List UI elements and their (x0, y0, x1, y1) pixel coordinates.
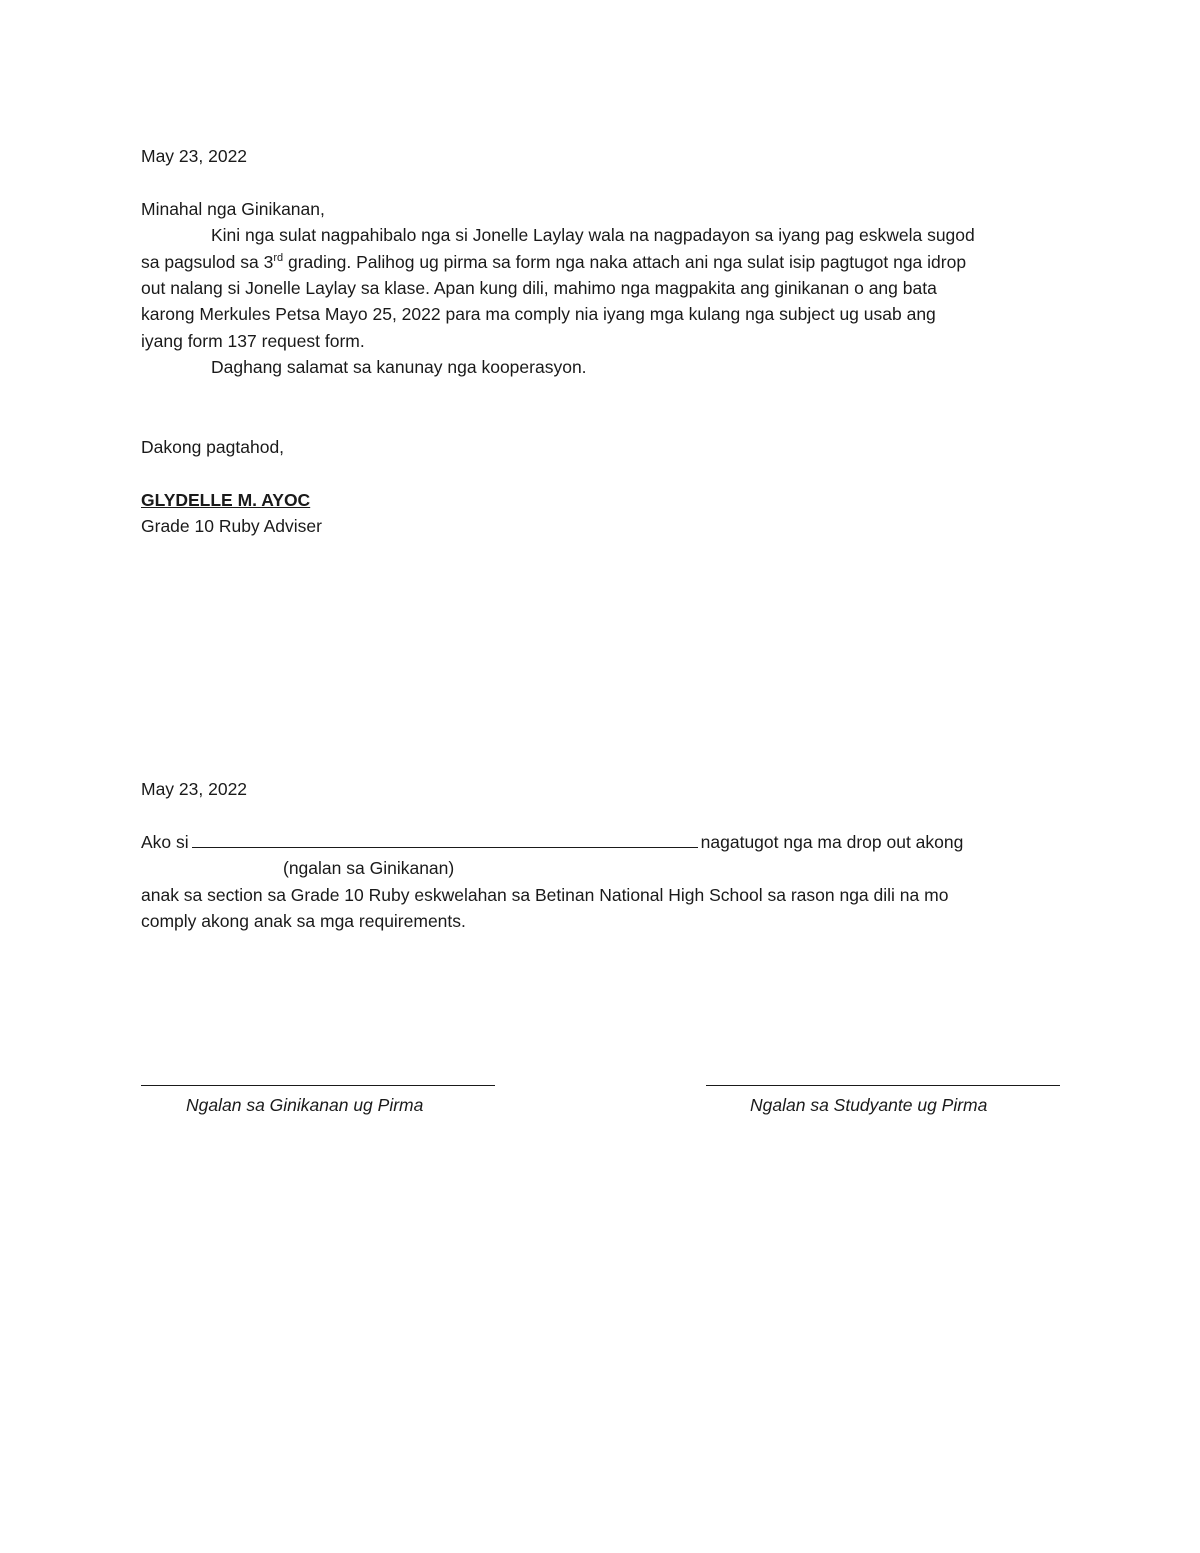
letter-body-line-2 (141, 252, 966, 273)
letter-thanks: Daghang salamat sa kanunay nga kooperasyon. (211, 357, 587, 377)
consent-line-1-prefix: Ako si (141, 832, 189, 852)
consent-line-3: comply akong anak sa mga requirements. (141, 911, 466, 931)
signatory-name: GLYDELLE M. AYOC (141, 490, 311, 510)
letter-body-line-5: iyang form 137 request form. (141, 331, 365, 351)
student-signature-label: Ngalan sa Studyante ug Pirma (750, 1095, 988, 1115)
parent-signature-label: Ngalan sa Ginikanan ug Pirma (186, 1095, 424, 1115)
consent-line-1-suffix: nagatugot nga ma drop out akong (700, 832, 964, 852)
student-signature-line[interactable] (706, 1085, 1060, 1086)
letter-body-line-4: karong Merkules Petsa Mayo 25, 2022 para ma comply nia iyang mga kulang nga subject ug usab ang (141, 304, 936, 324)
letter-body-line-3: out nalang si Jonelle Laylay sa klase. Apan kung dili, mahimo nga magpakita ang ginikanan o ang bata (141, 278, 937, 298)
letter-salutation: Minahal nga Ginikanan, (141, 199, 325, 219)
consent-date: May 23, 2022 (141, 779, 248, 799)
ordinal-suffix: rd (273, 252, 284, 265)
blank-caption: (ngalan sa Ginikanan) (283, 858, 455, 878)
parent-name-blank[interactable] (192, 833, 698, 848)
letter-body-line-2-start: sa pagsulod sa 3 (141, 252, 274, 272)
parent-signature-line[interactable] (141, 1085, 495, 1086)
letter-body-line-1: Kini nga sulat nagpahibalo nga si Jonelle Laylay wala na nagpadayon sa iyang pag eskwela sugod (211, 225, 975, 245)
consent-line-2: anak sa section sa Grade 10 Ruby eskwelahan sa Betinan National High School sa rason nga dili na mo (141, 885, 949, 905)
letter-body-line-2-end: grading. Palihog ug pirma sa form nga naka attach ani nga sulat isip pagtugot nga idrop (283, 252, 967, 272)
letter-date: May 23, 2022 (141, 146, 248, 166)
signatory-title: Grade 10 Ruby Adviser (141, 516, 322, 536)
consent-line-1 (141, 832, 963, 853)
letter-closing: Dakong pagtahod, (141, 437, 285, 457)
